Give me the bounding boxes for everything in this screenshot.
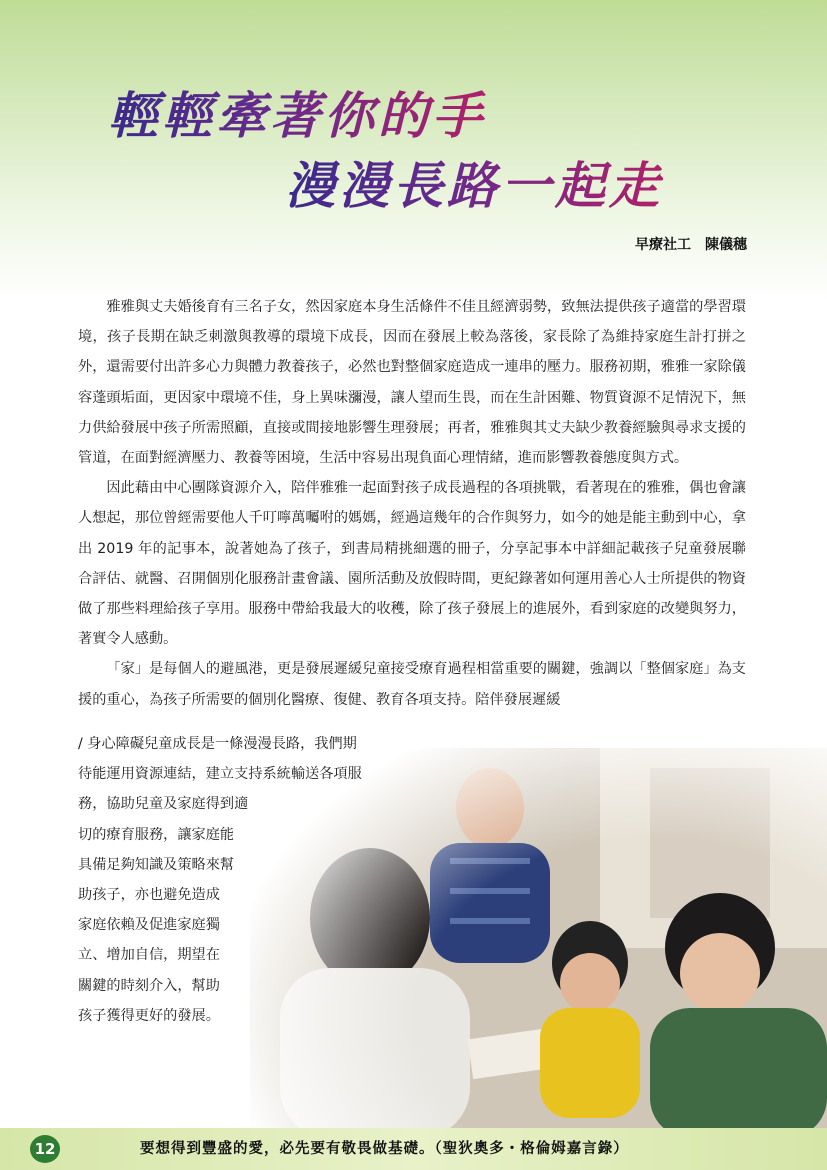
wrap-line: 待能運用資源連結，建立支持系統輸送各項服 <box>78 766 362 783</box>
author-byline <box>635 234 747 254</box>
article-body <box>78 292 746 715</box>
wrap-line: / 身心障礙兒童成長是一條漫漫長路，我們期 <box>78 736 357 752</box>
wrap-line: 助孩子，亦也避免造成 <box>78 887 220 904</box>
paragraph-2: 因此藉由中心團隊資源介入，陪伴雅雅一起面對孩子成長過程的各項挑戰，看著現在的雅雅，偶也會讓人想起，那位曾經需要他人千叮嚀萬囑咐的媽媽，經過這幾年的合作與努力，如今的她是能主動到中心，拿出 2019 年的記事本，說著她為了孩子，到書局精挑細選的冊子，分享記事本中詳細記載孩子兒童發展聯合評估、就醫、召開個別化服務計畫會議、園所活動及放假時間，更紀錄著如何運用善心人士所提供的物資做了那些料理給孩子享用。服務中帶給我最大的收穫，除了孩子發展上的進展外，看到家庭的改變與努力，著實令人感動。 <box>78 480 746 648</box>
wrap-line: 家庭依賴及促進家庭獨 <box>78 917 220 934</box>
wrap-line: 具備足夠知識及策略來幫 <box>78 856 235 873</box>
page-number-badge: 12 <box>30 1135 60 1163</box>
wrap-line: 孩子獲得更好的發展。 <box>78 1007 220 1024</box>
footer-quote: 要想得到豐盛的愛，必先要有敬畏做基礎。（聖狄奧多・格倫姆嘉言錄） <box>140 1140 629 1157</box>
author-role: 早療社工 <box>635 237 691 253</box>
wrap-line: 關鍵的時刻介入，幫助 <box>78 977 220 994</box>
wrapped-paragraph-continuation <box>78 729 438 1031</box>
title-line-2: 漫漫長路一起走 <box>285 146 663 218</box>
paragraph-3: 「家」是每個人的避風港，更是發展遲緩兒童接受療育過程相當重要的關鍵，強調以「整個家庭」為支援的重心，為孩子所需要的個別化醫療、復健、教育各項支持。陪伴發展遲緩 <box>78 661 746 708</box>
wrap-line: 務，協助兒童及家庭得到適 <box>78 796 249 813</box>
paragraph-1: 雅雅與丈夫婚後育有三名子女，然因家庭本身生活條件不佳且經濟弱勢，致無法提供孩子適當的學習環境，孩子長期在缺乏刺激與教導的環境下成長，因而在發展上較為落後，家長除了為維持家庭生計打拼之外，還需要付出許多心力與體力教養孩子，必然也對整個家庭造成一連串的壓力。服務初期，雅雅一家除儀容蓬頭垢面，更因家中環境不佳，身上異味瀰漫，讓人望而生畏，而在生計困難、物質資源不足情況下，無力供給發展中孩子所需照顧，直接或間接地影響生理發展；再者，雅雅與其丈夫缺少教養經驗與尋求支援的管道，在面對經濟壓力、教養等困境，生活中容易出現負面心理情緒，進而影響教養態度與方式。 <box>78 299 746 467</box>
wrap-line: 立、增加自信，期望在 <box>78 947 220 964</box>
title-line-1: 輕輕牽著你的手 <box>108 76 486 148</box>
wrap-line: 切的療育服務，讓家庭能 <box>78 826 235 843</box>
author-name: 陳儀穗 <box>705 237 747 253</box>
